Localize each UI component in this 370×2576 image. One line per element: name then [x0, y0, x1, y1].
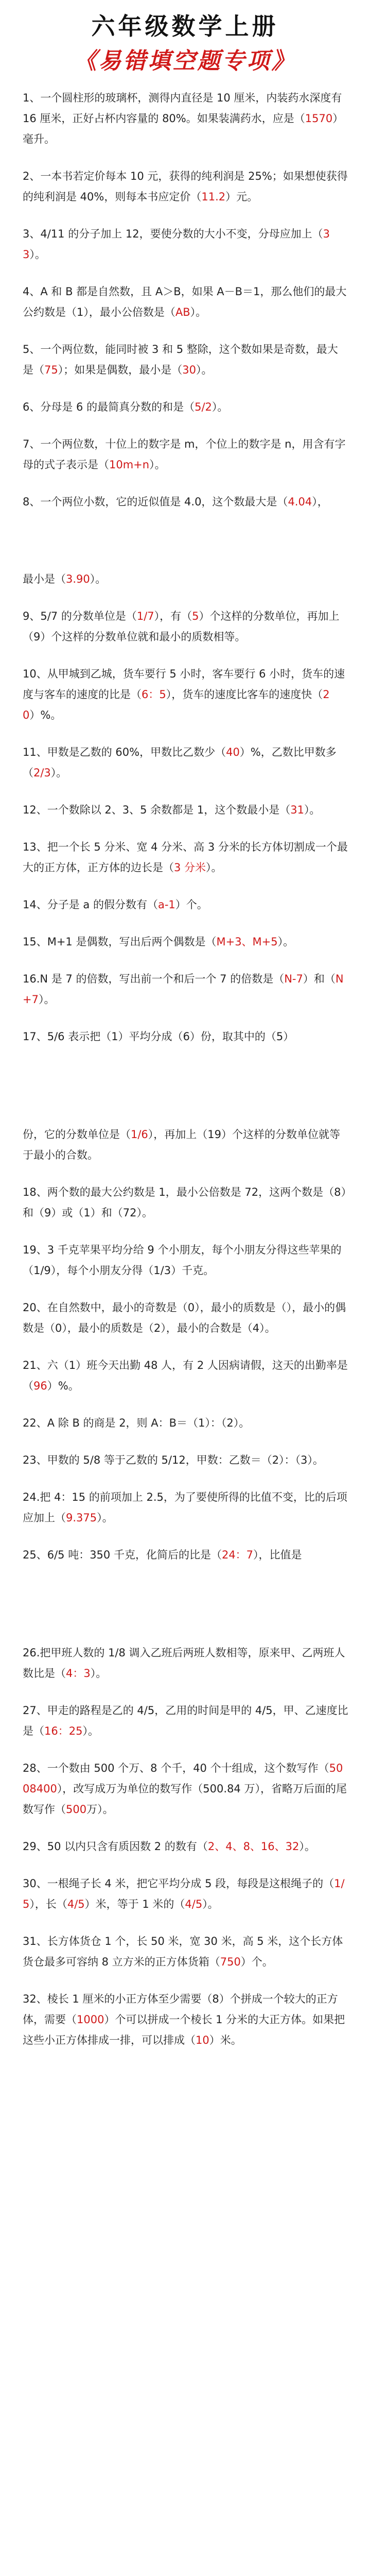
- question-text: 32、棱长 1 厘米的小正方体至少需要（8）个拼成一个较大的正方体，需要（: [23, 1993, 338, 2026]
- question-text: ）个这样的分数单位，再加上（9）个这样的分数单位就和最小的质数相等。: [23, 610, 340, 643]
- question-item: [23, 166, 348, 207]
- question-text: ），再加上（19）个这样的分数单位就等于最小的合数。: [23, 1128, 341, 1161]
- answer-text: 10m+n: [109, 459, 150, 471]
- question-text: ），长（: [29, 1898, 67, 1910]
- question-text: 2、一本书若定价每本 10 元，获得的纯利润是 25%；如果想使获得的纯利润是 40%，则每本书应定价（: [23, 170, 348, 203]
- question-text: 14、分子是 a 的假分数有（: [23, 899, 158, 911]
- question-item: [23, 1873, 348, 1914]
- answer-text: a-1: [157, 899, 175, 911]
- question-item: [23, 742, 348, 783]
- question-item: [23, 1989, 348, 2050]
- answer-text: N+7: [23, 973, 344, 1006]
- answer-text: 96: [33, 1380, 47, 1392]
- answer-text: N-7: [284, 973, 303, 985]
- question-item: [23, 1182, 348, 1223]
- question-item: [23, 606, 348, 647]
- question-item: [23, 224, 348, 265]
- question-text: ）。: [82, 1725, 99, 1737]
- question-text: ）。: [97, 1512, 113, 1524]
- question-text: 21、六（1）班今天出勤 48 人，有 2 人因病请假，这天的出勤率是（: [23, 1359, 348, 1392]
- question-text: ）。: [299, 1840, 315, 1853]
- question-text: ）。: [190, 306, 207, 318]
- page-title: 六年级数学上册: [91, 12, 279, 40]
- question-item: [23, 969, 348, 1010]
- question-item: [23, 1642, 348, 1684]
- answer-text: 75: [44, 364, 58, 376]
- answer-text: 4.04: [288, 496, 312, 508]
- question-item: [23, 894, 348, 915]
- question-text: 30、一根绳子长 4 米，把它平均分成 5 段，每段是这根绳子的（: [23, 1877, 334, 1890]
- question-text: ）。: [50, 767, 67, 779]
- question-text: 份，它的分数单位是（: [23, 1128, 131, 1141]
- question-text: ）米。: [209, 2034, 242, 2046]
- question-text: 4、A 和 B 都是自然数，且 A＞B，如果 A－B＝1，那么他们的最大公约数是（1），最小公倍数是（: [23, 285, 347, 318]
- answer-text: 5/2: [195, 401, 212, 413]
- question-text: 28、一个数由 500 个万、8 个千，40 个十组成，这个数写作（: [23, 1762, 329, 1774]
- question-text: ）个。: [240, 1956, 273, 1968]
- question-text: ）%，乙数比甲数多（: [23, 746, 337, 779]
- question-item: [23, 1124, 348, 1165]
- question-text: ）元。: [225, 191, 258, 203]
- question-text: ）。: [90, 1667, 107, 1680]
- question-item: [23, 1545, 348, 1565]
- question-item: [23, 1487, 348, 1528]
- answer-text: 6：5: [142, 688, 166, 701]
- question-text: 万）。: [86, 1803, 114, 1816]
- answer-text: 2/3: [33, 767, 51, 779]
- question-text: 12、一个数除以 2、3、5 余数都是 1，这个数最小是（: [23, 804, 291, 816]
- question-item: [23, 1931, 348, 1972]
- answer-text: AB: [175, 306, 190, 318]
- answer-text: 4：3: [66, 1667, 91, 1680]
- answer-text: 4/5: [67, 1898, 85, 1910]
- question-text: 6、分母是 6 的最简真分数的和是（: [23, 401, 195, 413]
- answer-text: 40: [226, 746, 240, 758]
- question-text: ）。: [29, 248, 46, 261]
- answer-text: 11.2: [201, 191, 226, 203]
- question-item: [23, 339, 348, 380]
- question-text: ）。: [304, 804, 321, 816]
- answer-text: 1570: [305, 112, 333, 125]
- question-text: ）毫升。: [23, 112, 344, 145]
- question-item: [23, 931, 348, 952]
- question-item: [23, 281, 348, 323]
- question-item: [23, 1700, 348, 1741]
- answer-text: 1000: [77, 2013, 104, 2026]
- answer-text: 5: [192, 610, 199, 622]
- page-subtitle: 《易错填空题专项》: [74, 48, 296, 74]
- question-text: 25、6/5 吨：350 千克，化简后的比是（: [23, 1549, 222, 1561]
- question-text: 10、从甲城到乙城，货车要行 5 小时，客车要行 6 小时，货车的速度与客车的速度的比是（: [23, 668, 345, 701]
- question-text: ）。: [38, 993, 55, 1006]
- answer-text: 750: [220, 1956, 241, 1968]
- answer-text: 9.375: [66, 1512, 97, 1524]
- question-text: ），有（: [154, 610, 192, 622]
- question-item: [23, 1836, 348, 1857]
- question-text: 7、一个两位数，十位上的数字是 m，个位上的数字是 n，用含有字母的式子表示是（: [23, 438, 346, 471]
- question-text: 9、5/7 的分数单位是（: [23, 610, 137, 622]
- question-item: [23, 1355, 348, 1396]
- question-text: 27、甲走的路程是乙的 4/5，乙用的时间是甲的 4/5，甲、乙速度比是（: [23, 1704, 348, 1737]
- answer-text: M+3、M+5: [216, 936, 278, 948]
- question-text: 29、50 以内只含有质因数 2 的数有（: [23, 1840, 208, 1853]
- question-item: [23, 434, 348, 475]
- answer-text: 24：7: [221, 1549, 254, 1561]
- answer-text: 5008400: [23, 1762, 343, 1795]
- answer-text: 3.90: [66, 573, 90, 585]
- question-text: 16.N 是 7 的倍数，写出前一个和后一个 7 的倍数是（: [23, 973, 285, 985]
- question-item: [23, 569, 348, 589]
- question-text: 最小是（: [23, 573, 66, 585]
- question-item: [23, 1297, 348, 1338]
- question-text: ）。: [212, 401, 228, 413]
- question-item: [23, 1026, 348, 1047]
- question-text: 20、在自然数中，最小的奇数是（0），最小的质数是（），最小的偶数是（0），最小的质数是（2），最小的合数是（4）。: [23, 1301, 346, 1334]
- answer-text: 2、4、8、16、32: [207, 1840, 299, 1853]
- question-item: [23, 492, 348, 512]
- question-list: [0, 88, 370, 2050]
- question-text: ）；如果是偶数，最小是（: [58, 364, 183, 376]
- question-text: ）。: [277, 936, 294, 948]
- question-item: [23, 1240, 348, 1281]
- question-text: 26.把甲班人数的 1/8 调入乙班后两班人数相等，原来甲、乙两班人数比是（: [23, 1647, 345, 1680]
- question-item: [23, 1413, 348, 1433]
- question-text: 1、一个圆柱形的玻璃杯，测得内直径是 10 厘米，内装药水深度有 16 厘米，正好占杯内容量的 80%。如果装满药水，应是（: [23, 92, 342, 125]
- question-text: 31、长方体货仓 1 个，长 50 米，宽 30 米，高 5 米，这个长方体货仓最多可容纳 8 立方米的正方体货箱（: [23, 1935, 343, 1968]
- question-text: ）和（: [303, 973, 336, 985]
- question-text: ）个。: [175, 899, 208, 911]
- question-text: ）。: [196, 364, 213, 376]
- question-item: [23, 664, 348, 725]
- question-text: 8、一个两位小数，它的近似值是 4.0，这个数最大是（: [23, 496, 288, 508]
- question-text: 13、把一个长 5 分米、宽 4 分米、高 3 分米的长方体切割成一个最大的正方体，正方体的边长是（: [23, 841, 348, 874]
- question-text: ）米，等于 1 米的（: [84, 1898, 185, 1910]
- question-text: ）。: [202, 1898, 219, 1910]
- question-text: ）个可以拼成一个棱长 1 分米的大正方体。如果把这些小正方体排成一排，可以排成（: [23, 2013, 345, 2046]
- question-text: 15、M+1 是偶数，写出后两个偶数是（: [23, 936, 217, 948]
- question-text: 22、A 除 B 的商是 2，则 A：B＝（1）：（2）。: [23, 1417, 250, 1429]
- question-text: ）%。: [29, 709, 62, 721]
- question-item: [23, 397, 348, 417]
- answer-text: 3 分米: [174, 861, 206, 874]
- answer-text: 500: [66, 1803, 87, 1816]
- question-text: ）。: [90, 573, 107, 585]
- answer-text: 10: [196, 2034, 209, 2046]
- question-text: 5、一个两位数，能同时被 3 和 5 整除，这个数如果是奇数，最大是（: [23, 343, 338, 376]
- answer-text: 1/7: [136, 610, 154, 622]
- question-text: ），货车的速度比客车的速度快（: [166, 688, 323, 701]
- question-text: ），改写成万为单位的数写作（500.84 万），省略万后面的尾数写作（: [23, 1783, 347, 1816]
- answer-text: 33: [23, 228, 330, 261]
- question-text: ）。: [206, 861, 222, 874]
- question-item: [23, 1450, 348, 1470]
- question-text: ），: [312, 496, 328, 508]
- question-text: ），比值是: [253, 1549, 302, 1561]
- question-item: [23, 1758, 348, 1820]
- question-text: 23、甲数的 5/8 等于乙数的 5/12，甲数：乙数＝（2）：（3）。: [23, 1454, 324, 1466]
- question-text: 24.把 4：15 的前项加上 2.5，为了要使所得的比值不变，比的后项应加上（: [23, 1491, 347, 1524]
- question-item: [23, 837, 348, 878]
- question-text: 11、甲数是乙数的 60%，甲数比乙数少（: [23, 746, 226, 758]
- answer-text: 4/5: [185, 1898, 203, 1910]
- question-item: [23, 800, 348, 820]
- question-item: [23, 88, 348, 149]
- question-text: 3、4/11 的分子加上 12，要使分数的大小不变，分母应加上（: [23, 228, 323, 240]
- answer-text: 1/5: [23, 1877, 345, 1910]
- answer-text: 1/6: [131, 1128, 148, 1141]
- answer-text: 30: [182, 364, 196, 376]
- answer-text: 16：25: [44, 1725, 83, 1737]
- question-text: ）%。: [47, 1380, 79, 1392]
- question-text: 18、两个数的最大公约数是 1，最小公倍数是 72，这两个数是（8）和（9）或（1）和（72）。: [23, 1186, 347, 1219]
- answer-text: 31: [290, 804, 304, 816]
- question-text: ）。: [149, 459, 166, 471]
- answer-text: 20: [23, 688, 330, 721]
- question-text: 19、3 千克苹果平均分给 9 个小朋友，每个小朋友分得这些苹果的（1/9），每个小朋友分得（1/3）千克。: [23, 1244, 342, 1277]
- question-text: 17、5/6 表示把（1）平均分成（6）份，取其中的（5）: [23, 1030, 294, 1043]
- document-header: [0, 0, 370, 88]
